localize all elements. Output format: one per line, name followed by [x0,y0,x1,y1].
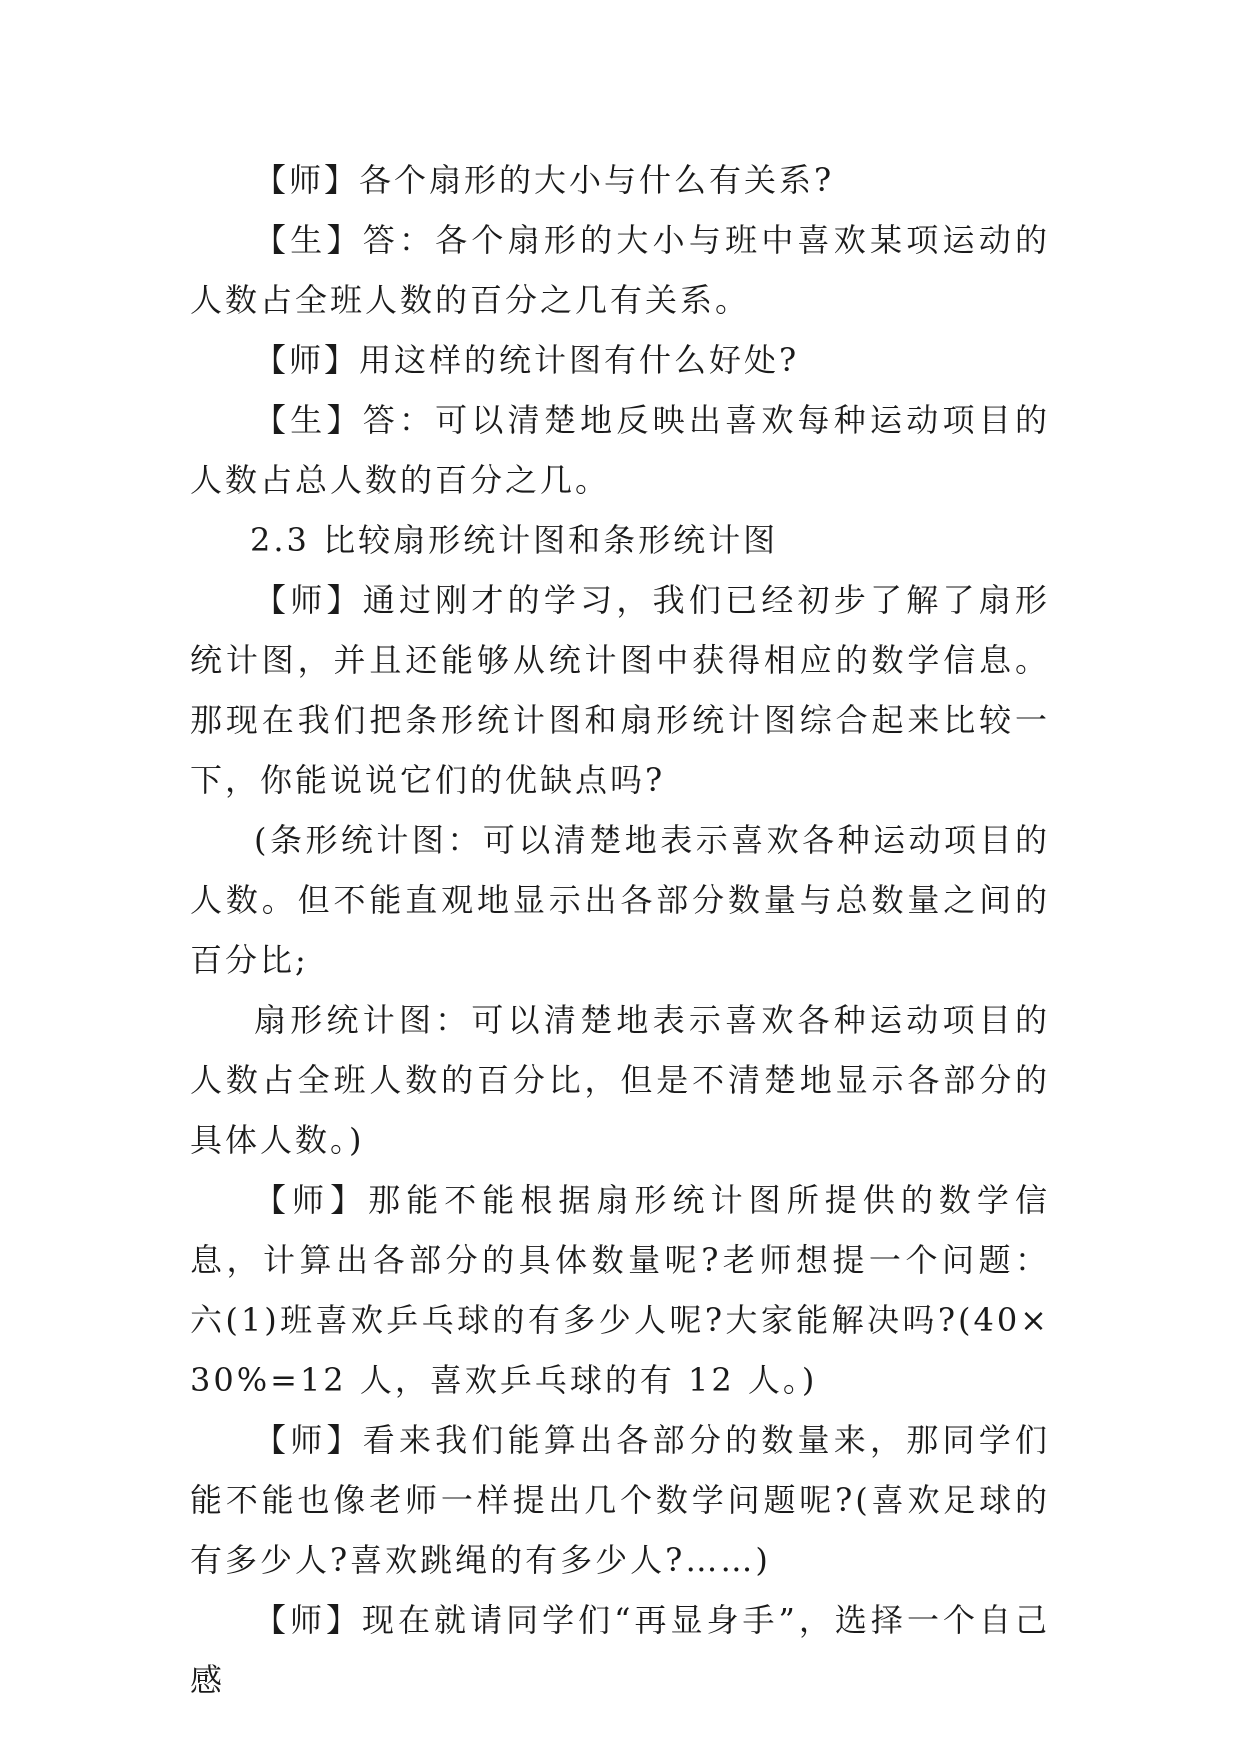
teacher-show-skills: 【师】现在就请同学们“再显身手”，选择一个自己感 [190,1601,1050,1699]
teacher-calculate-question: 【师】那能不能根据扇形统计图所提供的数学信息，计算出各部分的具体数量呢?老师想提一个问题：六(1)班喜欢乒乓球的有多少人呢?大家能解决吗?(40×30%=12 人，喜欢乒乓球的有 12 人。) [190,1181,1050,1399]
student-answer-benefit: 【生】答：可以清楚地反映出喜欢每种运动项目的人数占总人数的百分之几。 [190,401,1050,499]
teacher-compare-charts: 【师】通过刚才的学习，我们已经初步了解了扇形统计图，并且还能够从统计图中获得相应的数学信息。那现在我们把条形统计图和扇形统计图综合起来比较一下，你能说说它们的优缺点吗? [190,581,1050,799]
teacher-question-sector-size: 【师】各个扇形的大小与什么有关系? [254,161,835,199]
document-page [190,150,1050,1710]
teacher-pose-questions: 【师】看来我们能算出各部分的数量来，那同学们能不能也像老师一样提出几个数学问题呢?(喜欢足球的有多少人?喜欢跳绳的有多少人?……) [190,1421,1050,1579]
teacher-question-benefit: 【师】用这样的统计图有什么好处? [254,341,800,379]
student-answer-sector-size: 【生】答：各个扇形的大小与班中喜欢某项运动的人数占全班人数的百分之几有关系。 [190,221,1050,319]
section-heading: 2.3 比较扇形统计图和条形统计图 [250,521,779,559]
pie-chart-note: 扇形统计图：可以清楚地表示喜欢各种运动项目的人数占全班人数的百分比，但是不清楚地显示各部分的具体人数。) [190,1001,1050,1159]
bar-chart-note: (条形统计图：可以清楚地表示喜欢各种运动项目的人数。但不能直观地显示出各部分数量与总数量之间的百分比; [190,821,1050,979]
